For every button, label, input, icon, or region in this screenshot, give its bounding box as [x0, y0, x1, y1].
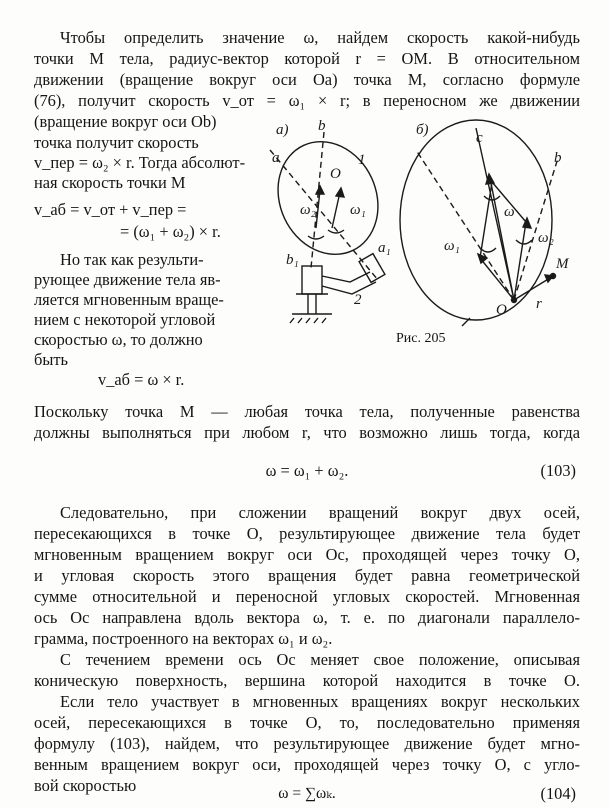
text-line-18: Поскольку точка M — любая точка тела, полученные равенства [34, 402, 580, 421]
text-line-27: грамма, построенного на векторах ω₁ и ω₂. [34, 629, 333, 648]
text-line-25: сумме относительной и переносной угловых скоростей. Мгновенная [34, 587, 580, 606]
label-a1: a₁ [378, 240, 391, 256]
label-omega-b: ω [504, 204, 515, 220]
label-axis-c: c [476, 130, 483, 146]
text-line-15: скоростью ω, то должно [34, 330, 203, 349]
text-line-23: мгновенным вращением вокруг оси Oc, проходящей через точку O, [34, 545, 580, 564]
text-line-32: формулу (103), найдем, что результирующее движение будет мгно- [34, 734, 580, 753]
label-point-o-a: O [330, 166, 341, 182]
text-line-1: Чтобы определить значение ω, найдем скорость какой-нибудь [60, 28, 580, 47]
equation-v-ab-sum: v_аб = v_от + v_пер = [34, 200, 187, 219]
label-b1: b₁ [286, 252, 299, 268]
text-line-33: венным вращением вокруг оси, проходящей через точку O, с угло- [34, 755, 580, 774]
equation-104: ω = ∑ωₖ. [278, 785, 336, 802]
vector-omega2-b [514, 222, 526, 300]
figure-205 [266, 118, 569, 333]
axis-b [311, 132, 324, 268]
text-line-19: должны выполняться при любом r, что возможно лишь тогда, когда [34, 423, 580, 442]
label-omega2-b: ω₂ [538, 230, 554, 246]
equation-v-ab-cross: = (ω₁ + ω₂) × r. [120, 222, 221, 241]
text-line-30: Если тело участвует в мгновенных вращениях вокруг нескольких [60, 692, 580, 711]
label-axis-b-b: b [554, 150, 562, 166]
text-line-26: ось Oc направлена вдоль вектора ω, т. е. по диагонали параллело- [34, 608, 580, 627]
label-omega2-a: ω₂ [300, 202, 316, 218]
text-line-4: (76), получит скорость v_от = ω₁ × r; в переносном же движении [34, 91, 580, 110]
label-r: r [536, 296, 542, 312]
label-panel-b: б) [416, 122, 429, 138]
label-point-m: M [556, 256, 569, 272]
text-line-13: ляется мгновенным враще- [34, 290, 224, 309]
text-line-5: (вращение вокруг оси Ob) [34, 112, 217, 131]
figure-caption: Рис. 205 [396, 331, 446, 346]
label-axis-b: b [318, 118, 326, 134]
rotating-body-a [260, 125, 396, 271]
text-line-2: точки M тела, радиус-вектор которой r = OM. В относительном [34, 49, 580, 68]
equation-104-number: (104) [540, 784, 576, 803]
text-line-7: v_пер = ω₂ × r. Тогда абсолют- [34, 153, 246, 172]
arm-2 [322, 272, 376, 294]
equation-103-number: (103) [540, 461, 576, 480]
equation-v-ab-omega: v_аб = ω × r. [98, 370, 185, 389]
bearing-block [302, 266, 322, 294]
text-line-24: и угловая скорость этого вращения будет равна геометрической [34, 566, 580, 585]
text-line-3: движении (вращение вокруг оси Oa) точка M, согласно формуле [34, 70, 580, 89]
label-point-o-b: O [496, 302, 507, 318]
text-line-12: рующее движение тела яв- [34, 270, 221, 289]
label-omega1-a: ω₁ [350, 202, 366, 218]
label-omega1-b: ω₁ [444, 238, 460, 254]
radius-vector-r [514, 278, 550, 300]
text-line-21: Следовательно, при сложении вращений вокруг двух осей, [60, 503, 580, 522]
text-line-34: вой скоростью [34, 776, 137, 795]
text-line-28: С течением времени ось Oc меняет свое положение, описывая [60, 650, 580, 669]
label-body-1: 1 [358, 152, 366, 168]
vector-omega1-a [332, 192, 340, 228]
text-line-11: Но так как результи- [60, 250, 204, 269]
text-line-31: осей, пересекающихся в точке O, то, последовательно применяя [34, 713, 580, 732]
text-line-8: ная скорость точки M [34, 173, 186, 192]
text-line-14: нием с некоторой угловой [34, 310, 216, 329]
text-line-29: коническую поверхность, вершина которой находится в точке O. [34, 671, 580, 690]
text-line-6: точка получит скорость [34, 133, 199, 152]
label-panel-a: а) [276, 122, 289, 138]
label-arm-2: 2 [354, 292, 362, 308]
equation-103: ω = ω₁ + ω₂. [265, 461, 349, 480]
label-axis-a: a [272, 150, 280, 166]
text-line-22: пересекающихся в точке O, результирующее движение тела будет [34, 524, 580, 543]
text-line-16: быть [34, 350, 68, 369]
